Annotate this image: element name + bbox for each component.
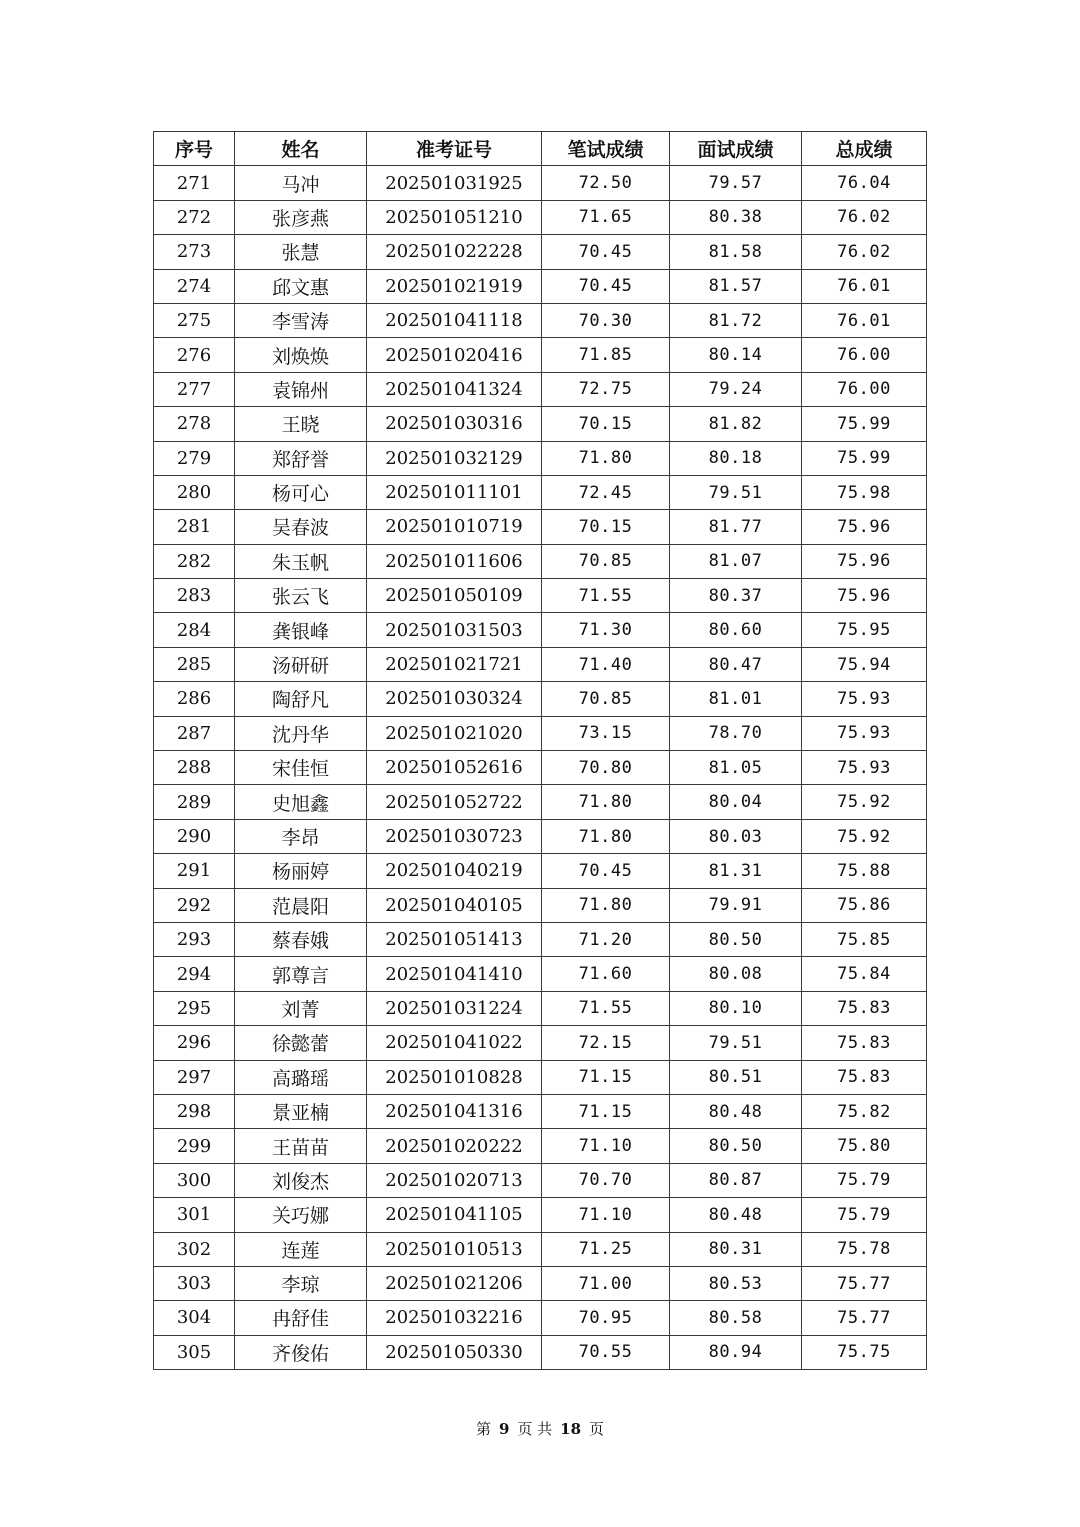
- cell-seq: 289: [154, 785, 235, 819]
- cell-exam-id: 202501040105: [367, 888, 542, 922]
- cell-name: 吴春波: [235, 510, 367, 544]
- cell-interview-score: 80.37: [670, 579, 802, 613]
- table-row: [154, 1060, 927, 1094]
- cell-name: 刘焕焕: [235, 338, 367, 372]
- cell-interview-score: 80.04: [670, 785, 802, 819]
- table-row: [154, 441, 927, 475]
- cell-seq: 273: [154, 235, 235, 269]
- cell-seq: 304: [154, 1301, 235, 1335]
- cell-total-score: 75.85: [802, 922, 927, 956]
- cell-interview-score: 80.08: [670, 957, 802, 991]
- cell-name: 高璐瑶: [235, 1060, 367, 1094]
- cell-exam-id: 202501021919: [367, 269, 542, 303]
- cell-seq: 282: [154, 544, 235, 578]
- cell-interview-score: 81.05: [670, 751, 802, 785]
- score-table: [153, 131, 927, 1370]
- cell-interview-score: 79.51: [670, 475, 802, 509]
- table-row: [154, 166, 927, 200]
- cell-name: 冉舒佳: [235, 1301, 367, 1335]
- table-row: [154, 1301, 927, 1335]
- cell-total-score: 76.02: [802, 200, 927, 234]
- cell-seq: 284: [154, 613, 235, 647]
- cell-interview-score: 80.87: [670, 1163, 802, 1197]
- cell-exam-id: 202501030324: [367, 682, 542, 716]
- cell-total-score: 75.80: [802, 1129, 927, 1163]
- cell-seq: 288: [154, 751, 235, 785]
- cell-seq: 298: [154, 1094, 235, 1128]
- cell-total-score: 75.93: [802, 682, 927, 716]
- cell-exam-id: 202501010719: [367, 510, 542, 544]
- cell-written-score: 71.80: [542, 819, 670, 853]
- table-row: [154, 1232, 927, 1266]
- table-header-row: [154, 132, 927, 166]
- cell-total-score: 75.82: [802, 1094, 927, 1128]
- cell-total-score: 75.99: [802, 407, 927, 441]
- cell-total-score: 75.75: [802, 1335, 927, 1369]
- cell-written-score: 70.55: [542, 1335, 670, 1369]
- footer-prefix: 第: [475, 1420, 491, 1438]
- cell-written-score: 71.80: [542, 785, 670, 819]
- cell-written-score: 71.85: [542, 338, 670, 372]
- cell-name: 景亚楠: [235, 1094, 367, 1128]
- cell-name: 袁锦州: [235, 372, 367, 406]
- cell-interview-score: 80.53: [670, 1266, 802, 1300]
- cell-exam-id: 202501031925: [367, 166, 542, 200]
- cell-seq: 287: [154, 716, 235, 750]
- table-row: [154, 1163, 927, 1197]
- cell-written-score: 71.25: [542, 1232, 670, 1266]
- cell-exam-id: 202501032129: [367, 441, 542, 475]
- table-row: [154, 888, 927, 922]
- table-row: [154, 922, 927, 956]
- cell-total-score: 76.01: [802, 269, 927, 303]
- header-name: 姓名: [235, 132, 367, 166]
- table-row: [154, 716, 927, 750]
- cell-interview-score: 80.50: [670, 922, 802, 956]
- cell-interview-score: 80.38: [670, 200, 802, 234]
- table-row: [154, 200, 927, 234]
- cell-seq: 272: [154, 200, 235, 234]
- cell-exam-id: 202501022228: [367, 235, 542, 269]
- header-written-score: 笔试成绩: [542, 132, 670, 166]
- cell-seq: 300: [154, 1163, 235, 1197]
- cell-interview-score: 81.07: [670, 544, 802, 578]
- cell-name: 李琼: [235, 1266, 367, 1300]
- cell-interview-score: 79.91: [670, 888, 802, 922]
- cell-total-score: 75.83: [802, 1060, 927, 1094]
- cell-interview-score: 78.70: [670, 716, 802, 750]
- cell-seq: 280: [154, 475, 235, 509]
- cell-seq: 295: [154, 991, 235, 1025]
- cell-seq: 283: [154, 579, 235, 613]
- cell-written-score: 70.45: [542, 269, 670, 303]
- table-row: [154, 235, 927, 269]
- cell-seq: 275: [154, 303, 235, 337]
- cell-written-score: 70.45: [542, 854, 670, 888]
- cell-name: 刘菁: [235, 991, 367, 1025]
- cell-interview-score: 81.72: [670, 303, 802, 337]
- cell-exam-id: 202501050330: [367, 1335, 542, 1369]
- cell-interview-score: 81.57: [670, 269, 802, 303]
- cell-interview-score: 79.24: [670, 372, 802, 406]
- table-row: [154, 1198, 927, 1232]
- cell-written-score: 70.95: [542, 1301, 670, 1335]
- cell-name: 龚银峰: [235, 613, 367, 647]
- cell-total-score: 75.95: [802, 613, 927, 647]
- cell-total-score: 75.94: [802, 647, 927, 681]
- cell-total-score: 75.96: [802, 510, 927, 544]
- cell-exam-id: 202501041022: [367, 1026, 542, 1060]
- cell-written-score: 72.45: [542, 475, 670, 509]
- table-row: [154, 957, 927, 991]
- page-footer: [0, 1418, 1080, 1439]
- cell-written-score: 71.00: [542, 1266, 670, 1300]
- cell-total-score: 75.93: [802, 716, 927, 750]
- table-row: [154, 579, 927, 613]
- cell-name: 徐懿蕾: [235, 1026, 367, 1060]
- table-row: [154, 647, 927, 681]
- cell-total-score: 75.78: [802, 1232, 927, 1266]
- cell-exam-id: 202501020416: [367, 338, 542, 372]
- cell-exam-id: 202501030316: [367, 407, 542, 441]
- cell-interview-score: 80.03: [670, 819, 802, 853]
- cell-exam-id: 202501020222: [367, 1129, 542, 1163]
- cell-exam-id: 202501010828: [367, 1060, 542, 1094]
- cell-exam-id: 202501041316: [367, 1094, 542, 1128]
- cell-written-score: 71.80: [542, 888, 670, 922]
- cell-total-score: 75.92: [802, 785, 927, 819]
- table-row: [154, 338, 927, 372]
- cell-seq: 279: [154, 441, 235, 475]
- cell-name: 史旭鑫: [235, 785, 367, 819]
- table-row: [154, 1129, 927, 1163]
- table-row: [154, 372, 927, 406]
- cell-total-score: 75.77: [802, 1301, 927, 1335]
- cell-written-score: 71.10: [542, 1129, 670, 1163]
- footer-middle: 页 共: [517, 1420, 553, 1438]
- cell-written-score: 71.30: [542, 613, 670, 647]
- cell-name: 宋佳恒: [235, 751, 367, 785]
- cell-total-score: 75.86: [802, 888, 927, 922]
- cell-name: 范晨阳: [235, 888, 367, 922]
- cell-total-score: 75.79: [802, 1198, 927, 1232]
- table-body: [154, 166, 927, 1370]
- cell-interview-score: 80.48: [670, 1094, 802, 1128]
- cell-seq: 274: [154, 269, 235, 303]
- header-seq: 序号: [154, 132, 235, 166]
- cell-written-score: 70.45: [542, 235, 670, 269]
- cell-interview-score: 80.48: [670, 1198, 802, 1232]
- cell-exam-id: 202501031503: [367, 613, 542, 647]
- cell-name: 张云飞: [235, 579, 367, 613]
- cell-total-score: 76.04: [802, 166, 927, 200]
- cell-seq: 278: [154, 407, 235, 441]
- cell-exam-id: 202501050109: [367, 579, 542, 613]
- cell-exam-id: 202501041410: [367, 957, 542, 991]
- cell-interview-score: 81.77: [670, 510, 802, 544]
- table-row: [154, 991, 927, 1025]
- cell-interview-score: 81.31: [670, 854, 802, 888]
- cell-name: 汤研研: [235, 647, 367, 681]
- cell-exam-id: 202501051210: [367, 200, 542, 234]
- cell-total-score: 75.96: [802, 544, 927, 578]
- table-row: [154, 819, 927, 853]
- cell-total-score: 75.99: [802, 441, 927, 475]
- table-row: [154, 1335, 927, 1369]
- cell-exam-id: 202501051413: [367, 922, 542, 956]
- cell-seq: 285: [154, 647, 235, 681]
- header-exam-id: 准考证号: [367, 132, 542, 166]
- cell-written-score: 71.20: [542, 922, 670, 956]
- cell-name: 关巧娜: [235, 1198, 367, 1232]
- cell-seq: 303: [154, 1266, 235, 1300]
- cell-written-score: 71.10: [542, 1198, 670, 1232]
- cell-name: 张彦燕: [235, 200, 367, 234]
- cell-interview-score: 81.58: [670, 235, 802, 269]
- cell-seq: 294: [154, 957, 235, 991]
- table-row: [154, 475, 927, 509]
- table-row: [154, 751, 927, 785]
- table-row: [154, 510, 927, 544]
- cell-total-score: 75.96: [802, 579, 927, 613]
- cell-name: 李雪涛: [235, 303, 367, 337]
- cell-total-score: 75.79: [802, 1163, 927, 1197]
- cell-name: 齐俊佑: [235, 1335, 367, 1369]
- cell-exam-id: 202501041118: [367, 303, 542, 337]
- cell-interview-score: 80.58: [670, 1301, 802, 1335]
- cell-name: 郭尊言: [235, 957, 367, 991]
- cell-exam-id: 202501010513: [367, 1232, 542, 1266]
- cell-written-score: 71.80: [542, 441, 670, 475]
- table-row: [154, 1026, 927, 1060]
- footer-total-pages: 18: [560, 1420, 582, 1438]
- cell-exam-id: 202501041324: [367, 372, 542, 406]
- cell-total-score: 75.98: [802, 475, 927, 509]
- cell-name: 马冲: [235, 166, 367, 200]
- cell-total-score: 76.01: [802, 303, 927, 337]
- cell-name: 张慧: [235, 235, 367, 269]
- cell-seq: 297: [154, 1060, 235, 1094]
- cell-interview-score: 80.51: [670, 1060, 802, 1094]
- cell-written-score: 71.15: [542, 1094, 670, 1128]
- cell-seq: 276: [154, 338, 235, 372]
- cell-name: 杨丽婷: [235, 854, 367, 888]
- table-row: [154, 269, 927, 303]
- cell-name: 郑舒誉: [235, 441, 367, 475]
- cell-seq: 296: [154, 1026, 235, 1060]
- cell-exam-id: 202501052722: [367, 785, 542, 819]
- cell-exam-id: 202501021020: [367, 716, 542, 750]
- cell-seq: 271: [154, 166, 235, 200]
- cell-name: 邱文惠: [235, 269, 367, 303]
- cell-total-score: 76.00: [802, 338, 927, 372]
- footer-current-page: 9: [498, 1420, 510, 1438]
- cell-written-score: 71.15: [542, 1060, 670, 1094]
- cell-total-score: 75.77: [802, 1266, 927, 1300]
- cell-seq: 281: [154, 510, 235, 544]
- cell-written-score: 71.55: [542, 579, 670, 613]
- cell-seq: 305: [154, 1335, 235, 1369]
- cell-exam-id: 202501011606: [367, 544, 542, 578]
- cell-total-score: 75.93: [802, 751, 927, 785]
- cell-total-score: 75.83: [802, 1026, 927, 1060]
- cell-written-score: 70.80: [542, 751, 670, 785]
- table-row: [154, 1266, 927, 1300]
- cell-name: 朱玉帆: [235, 544, 367, 578]
- table-row: [154, 544, 927, 578]
- cell-written-score: 70.85: [542, 544, 670, 578]
- cell-written-score: 72.15: [542, 1026, 670, 1060]
- cell-written-score: 73.15: [542, 716, 670, 750]
- cell-written-score: 70.30: [542, 303, 670, 337]
- cell-written-score: 71.40: [542, 647, 670, 681]
- table-row: [154, 1094, 927, 1128]
- cell-seq: 302: [154, 1232, 235, 1266]
- cell-written-score: 72.50: [542, 166, 670, 200]
- cell-interview-score: 81.82: [670, 407, 802, 441]
- cell-name: 刘俊杰: [235, 1163, 367, 1197]
- cell-interview-score: 80.18: [670, 441, 802, 475]
- table-row: [154, 785, 927, 819]
- cell-total-score: 75.83: [802, 991, 927, 1025]
- cell-written-score: 71.60: [542, 957, 670, 991]
- header-total-score: 总成绩: [802, 132, 927, 166]
- cell-name: 王晓: [235, 407, 367, 441]
- cell-written-score: 70.85: [542, 682, 670, 716]
- cell-written-score: 70.15: [542, 407, 670, 441]
- table-row: [154, 303, 927, 337]
- cell-exam-id: 202501032216: [367, 1301, 542, 1335]
- cell-total-score: 76.00: [802, 372, 927, 406]
- cell-name: 陶舒凡: [235, 682, 367, 716]
- table-row: [154, 407, 927, 441]
- cell-exam-id: 202501040219: [367, 854, 542, 888]
- cell-seq: 293: [154, 922, 235, 956]
- cell-seq: 286: [154, 682, 235, 716]
- cell-total-score: 75.88: [802, 854, 927, 888]
- header-interview-score: 面试成绩: [670, 132, 802, 166]
- cell-interview-score: 80.14: [670, 338, 802, 372]
- cell-name: 杨可心: [235, 475, 367, 509]
- cell-seq: 277: [154, 372, 235, 406]
- table-row: [154, 613, 927, 647]
- cell-interview-score: 80.60: [670, 613, 802, 647]
- cell-total-score: 75.92: [802, 819, 927, 853]
- cell-name: 王苗苗: [235, 1129, 367, 1163]
- cell-seq: 301: [154, 1198, 235, 1232]
- cell-name: 蔡春娥: [235, 922, 367, 956]
- cell-total-score: 76.02: [802, 235, 927, 269]
- cell-interview-score: 81.01: [670, 682, 802, 716]
- cell-seq: 299: [154, 1129, 235, 1163]
- cell-interview-score: 80.47: [670, 647, 802, 681]
- cell-written-score: 72.75: [542, 372, 670, 406]
- cell-interview-score: 79.57: [670, 166, 802, 200]
- cell-interview-score: 80.50: [670, 1129, 802, 1163]
- cell-exam-id: 202501021206: [367, 1266, 542, 1300]
- cell-name: 连莲: [235, 1232, 367, 1266]
- cell-exam-id: 202501011101: [367, 475, 542, 509]
- footer-suffix: 页: [589, 1420, 605, 1438]
- cell-written-score: 70.70: [542, 1163, 670, 1197]
- cell-exam-id: 202501041105: [367, 1198, 542, 1232]
- cell-seq: 292: [154, 888, 235, 922]
- cell-seq: 291: [154, 854, 235, 888]
- cell-interview-score: 80.10: [670, 991, 802, 1025]
- table-row: [154, 854, 927, 888]
- cell-interview-score: 80.31: [670, 1232, 802, 1266]
- cell-exam-id: 202501021721: [367, 647, 542, 681]
- cell-seq: 290: [154, 819, 235, 853]
- cell-total-score: 75.84: [802, 957, 927, 991]
- cell-written-score: 71.65: [542, 200, 670, 234]
- cell-exam-id: 202501052616: [367, 751, 542, 785]
- cell-exam-id: 202501031224: [367, 991, 542, 1025]
- cell-name: 沈丹华: [235, 716, 367, 750]
- cell-exam-id: 202501020713: [367, 1163, 542, 1197]
- cell-name: 李昂: [235, 819, 367, 853]
- cell-exam-id: 202501030723: [367, 819, 542, 853]
- cell-interview-score: 80.94: [670, 1335, 802, 1369]
- table-row: [154, 682, 927, 716]
- cell-written-score: 70.15: [542, 510, 670, 544]
- cell-interview-score: 79.51: [670, 1026, 802, 1060]
- cell-written-score: 71.55: [542, 991, 670, 1025]
